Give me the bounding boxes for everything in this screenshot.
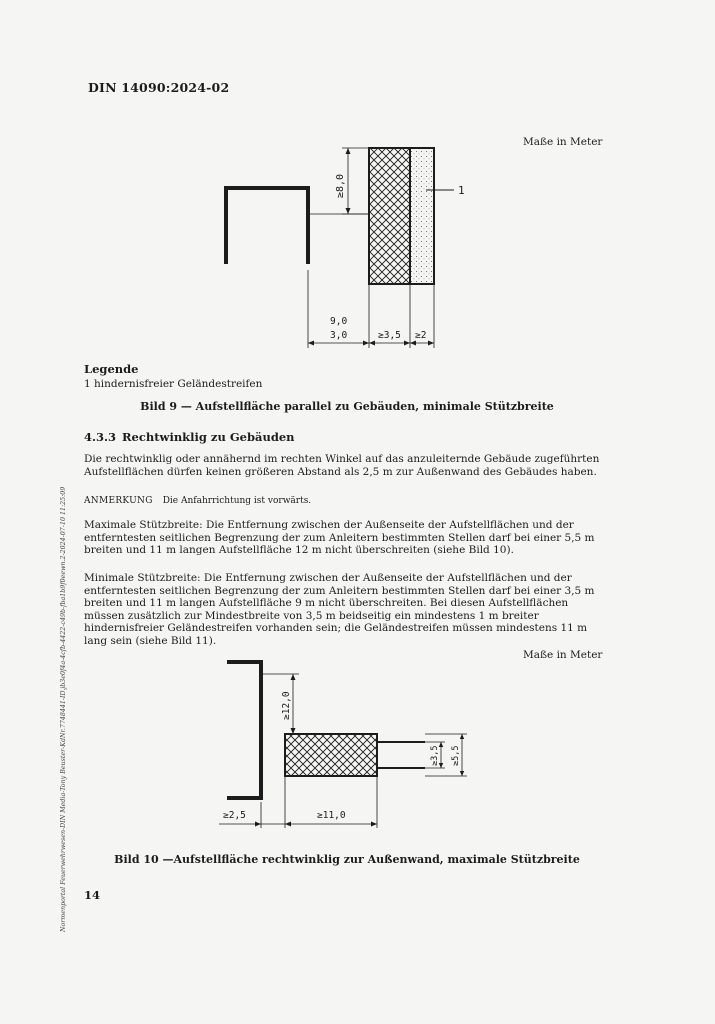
figure9-dim-mid: ≥3,5	[378, 330, 401, 341]
figure9-dim-right: ≥2	[415, 330, 427, 341]
page-number: 14	[84, 888, 101, 902]
figure9-callout-number: 1	[458, 184, 465, 197]
figure9-drawing	[210, 140, 470, 350]
legend-item-1: 1 hindernisfreier Geländestreifen	[84, 378, 263, 390]
paragraph-min-support-width: Minimale Stützbreite: Die Entfernung zwischen der Außenseite der Aufstellflächen und der entferntesten seitlichen Begrenzung der zum Anleitern bestimmten Stellen darf bei einer 3,5 m breiten und 11 m langen Aufstellfläche 9 m nicht überschreiten. Bei diesen Aufstellflächen müssen zusätzlich zur Mindestbreite von 3,5 m beidseitig ein mindestens 1 m breiter hindernisfreier Geländestreifen vorhanden sein; die Geländestreifen müssen mindestens 11 m lang sein (siehe Bild 11).	[84, 572, 595, 647]
figure9-dim-left-top: 9,0	[330, 316, 348, 327]
section-title: Rechtwinklig zu Gebäuden	[122, 430, 295, 444]
side-watermark-text: Normenportal Feuerwehrwesen-DIN Media-Tony Beuster-KdNr.7748441-ID.jb3e0f4a-4cfb-4422-c49b-fba1b9f0eewn.2-2024-07-10 11:25:09	[60, 486, 67, 932]
section-number: 4.3.3	[84, 430, 117, 444]
figure10-dim-vertical: ≥12,0	[281, 691, 292, 720]
figure10-dim-length: ≥11,0	[317, 810, 346, 821]
figure9-caption: Bild 9 — Aufstellfläche parallel zu Gebäuden, minimale Stützbreite	[140, 400, 554, 413]
figure9-building-wall	[226, 188, 308, 264]
figure9-dim-vertical: ≥8,0	[335, 173, 346, 198]
figure9-hatched-area	[369, 148, 410, 284]
figure10-units-label: Maße in Meter	[523, 649, 603, 661]
paragraph-max-support-width: Maximale Stützbreite: Die Entfernung zwischen der Außenseite der Aufstellflächen und der entferntesten seitlichen Begrenzung der zum Anleitern bestimmten Stellen darf bei einer 5,5 m breiten und 11 m langen Aufstellfläche 12 m nicht überschreiten (siehe Bild 10).	[84, 519, 595, 557]
document-id: DIN 14090:2024-02	[88, 80, 230, 95]
figure10-caption: Bild 10 —Aufstellfläche rechtwinklig zur Außenwand, maximale Stützbreite	[114, 853, 580, 866]
legend-title: Legende	[84, 362, 139, 376]
note-text: Die Anfahrrichtung ist vorwärts.	[162, 496, 312, 506]
note	[84, 496, 311, 506]
figure9-dotted-strip	[410, 148, 434, 284]
figure10-building-wall	[227, 662, 261, 798]
figure9-units-label: Maße in Meter	[523, 136, 603, 148]
section-heading	[84, 430, 295, 444]
paragraph-intro: Die rechtwinklig oder annähernd im rechten Winkel auf das anzuleiternde Gebäude zugeführten Aufstellflächen dürfen keinen größeren Abstand als 2,5 m zur Außenwand des Gebäudes haben.	[84, 453, 600, 478]
figure10-dim-small: ≥3,5	[430, 745, 440, 766]
note-label: ANMERKUNG	[84, 496, 153, 506]
figure9-dim-left-bottom: 3,0	[330, 330, 348, 341]
figure10-hatched-area	[285, 734, 377, 776]
figure10-dim-large: ≥5,5	[451, 745, 461, 766]
figure10-dim-left: ≥2,5	[223, 810, 246, 821]
figure10-drawing	[215, 652, 475, 832]
